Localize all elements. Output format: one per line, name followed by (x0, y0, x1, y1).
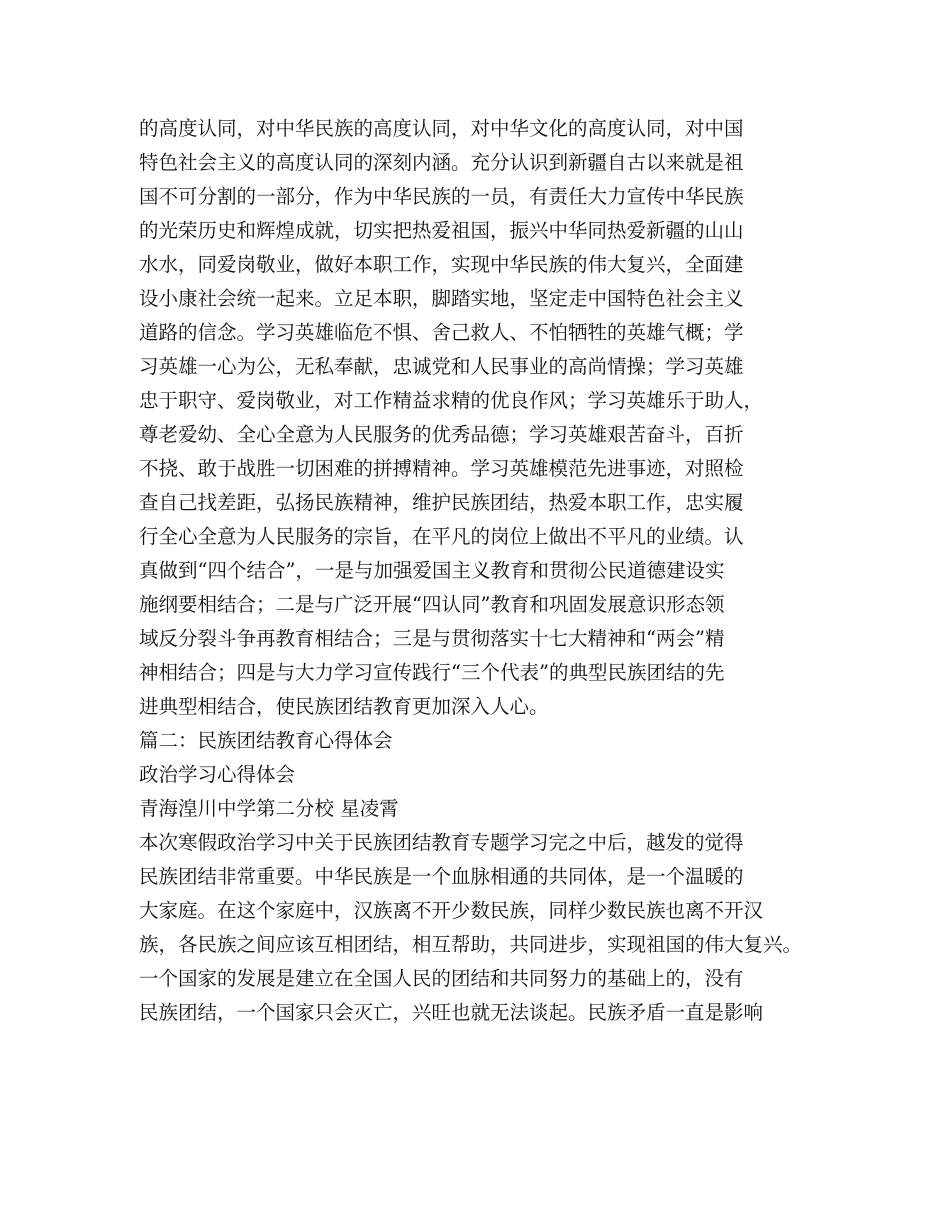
paragraph-line: 民族团结，一个国家只会灭亡，兴旺也就无法谈起。民族矛盾一直是影响 (139, 1001, 764, 1024)
paragraph-line: 水水，同爱岗敬业，做好本职工作，实现中华民族的伟大复兴，全面建 (139, 253, 744, 276)
paragraph-line: 施纲要相结合；二是与广泛开展“四认同”教育和巩固发展意识形态领 (139, 593, 725, 616)
paragraph-line: 进典型相结合，使民族团结教育更加深入人心。 (139, 695, 549, 718)
paragraph-line: 一个国家的发展是建立在全国人民的团结和共同努力的基础上的，没有 (139, 967, 744, 990)
paragraph-line: 族，各民族之间应该互相团结，相互帮助，共同进步，实现祖国的伟大复兴。 (139, 933, 803, 956)
paragraph-line: 忠于职守、爱岗敬业，对工作精益求精的优良作风；学习英雄乐于助人， (139, 389, 764, 412)
paragraph-line: 大家庭。在这个家庭中，汉族离不开少数民族，同样少数民族也离不开汉 (139, 899, 764, 922)
paragraph-line: 真做到“四个结合”，一是与加强爱国主义教育和贯彻公民道德建设实 (139, 559, 725, 582)
paragraph-line: 本次寒假政治学习中关于民族团结教育专题学习完之中后，越发的觉得 (139, 831, 744, 854)
paragraph-line: 域反分裂斗争再教育相结合；三是与贯彻落实十七大精神和“两会”精 (139, 627, 725, 650)
paragraph-line: 国不可分割的一部分，作为中华民族的一员，有责任大力宣传中华民族 (139, 185, 744, 208)
paragraph-line: 尊老爱幼、全心全意为人民服务的优秀品德；学习英雄艰苦奋斗，百折 (139, 423, 744, 446)
paragraph-line: 的光荣历史和辉煌成就，切实把热爱祖国，振兴中华同热爱新疆的山山 (139, 219, 744, 242)
section-heading: 篇二：民族团结教育心得体会 (139, 729, 393, 752)
paragraph-line: 的高度认同，对中华民族的高度认同，对中华文化的高度认同，对中国 (139, 117, 744, 140)
author-line: 青海湟川中学第二分校 星凌霄 (139, 797, 399, 820)
paragraph-line: 特色社会主义的高度认同的深刻内涵。充分认识到新疆自古以来就是祖 (139, 151, 744, 174)
paragraph-line: 设小康社会统一起来。立足本职，脚踏实地，坚定走中国特色社会主义 (139, 287, 744, 310)
paragraph-line: 民族团结非常重要。中华民族是一个血脉相通的共同体，是一个温暖的 (139, 865, 744, 888)
paragraph-line: 行全心全意为人民服务的宗旨，在平凡的岗位上做出不平凡的业绩。认 (139, 525, 744, 548)
paragraph-line: 不挠、敢于战胜一切困难的拼搏精神。学习英雄模范先进事迹，对照检 (139, 457, 744, 480)
article-title: 政治学习心得体会 (139, 763, 296, 786)
paragraph-line: 查自己找差距，弘扬民族精神，维护民族团结，热爱本职工作，忠实履 (139, 491, 744, 514)
paragraph-line: 习英雄一心为公，无私奉献，忠诚党和人民事业的高尚情操；学习英雄 (139, 355, 744, 378)
paragraph-line: 神相结合；四是与大力学习宣传践行“三个代表”的典型民族团结的先 (139, 661, 725, 684)
paragraph-line: 道路的信念。学习英雄临危不惧、舍己救人、不怕牺牲的英雄气概；学 (139, 321, 744, 344)
